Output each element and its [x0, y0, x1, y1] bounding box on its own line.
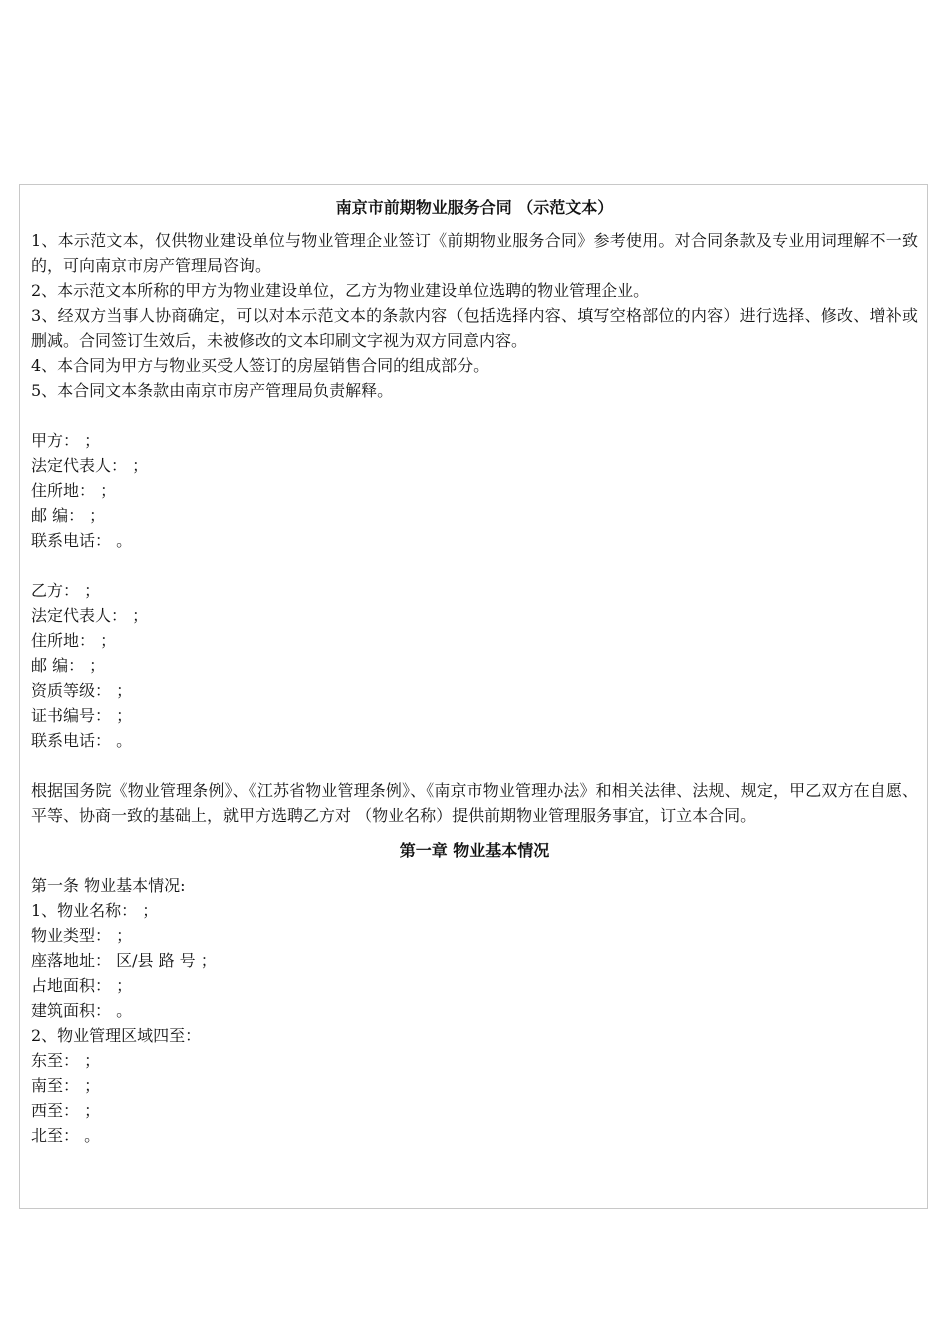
party-b-address: 住所地： ；	[31, 631, 117, 650]
note-1: 1、本示范文本，仅供物业建设单位与物业管理企业签订《前期物业服务合同》参考使用。对合同条款及专业用词理解不一致的，可向南京市房产管理局咨询。	[31, 231, 918, 275]
party-b-name: 乙方： ；	[31, 581, 101, 600]
note-2: 2、本示范文本所称的甲方为物业建设单位，乙方为物业建设单位选聘的物业管理企业。	[31, 281, 650, 300]
party-a-postcode: 邮 编： ；	[31, 506, 106, 525]
preamble: 根据国务院《物业管理条例》、《江苏省物业管理条例》、《南京市物业管理办法》和相关法律、法规、规定，甲乙双方在自愿、平等、协商一致的基础上，就甲方选聘乙方对 （物业名称）提供前期物业管理服务事宜，订立本合同。	[31, 781, 918, 825]
party-a-name: 甲方： ；	[31, 431, 101, 450]
article-1	[31, 873, 918, 1148]
article-1-heading: 第一条 物业基本情况:	[31, 876, 186, 895]
building-area: 建筑面积： 。	[31, 1001, 133, 1020]
property-type: 物业类型： ；	[31, 926, 133, 945]
party-b-legal-rep: 法定代表人： ；	[31, 606, 149, 625]
party-a-address: 住所地： ；	[31, 481, 117, 500]
document-frame	[19, 184, 928, 1209]
party-b-qualification: 资质等级： ；	[31, 681, 133, 700]
party-a-phone: 联系电话： 。	[31, 531, 133, 550]
property-address: 座落地址： 区/县 路 号 ；	[31, 951, 217, 970]
party-b-postcode: 邮 编： ；	[31, 656, 106, 675]
boundary-west: 西至： ；	[31, 1101, 101, 1120]
party-a-legal-rep: 法定代表人： ；	[31, 456, 149, 475]
document-body	[31, 185, 918, 1148]
boundaries-heading: 2、物业管理区域四至：	[31, 1026, 202, 1045]
boundary-south: 南至： ；	[31, 1076, 101, 1095]
boundary-north: 北至： 。	[31, 1126, 101, 1145]
document-title: 南京市前期物业服务合同 （示范文本）	[335, 198, 614, 217]
property-name: 1、物业名称： ；	[31, 901, 159, 920]
party-b-block	[31, 578, 918, 753]
note-4: 4、本合同为甲方与物业买受人签订的房屋销售合同的组成部分。	[31, 356, 490, 375]
land-area: 占地面积： ；	[31, 976, 133, 995]
note-3: 3、经双方当事人协商确定，可以对本示范文本的条款内容（包括选择内容、填写空格部位的内容）进行选择、修改、增补或删减。合同签订生效后，未被修改的文本印刷文字视为双方同意内容。	[31, 306, 918, 350]
chapter-1-title: 第一章 物业基本情况	[399, 841, 550, 860]
party-b-phone: 联系电话： 。	[31, 731, 133, 750]
usage-notes	[31, 228, 918, 403]
note-5: 5、本合同文本条款由南京市房产管理局负责解释。	[31, 381, 394, 400]
boundary-east: 东至： ；	[31, 1051, 101, 1070]
party-a-block	[31, 428, 918, 553]
party-b-certificate: 证书编号： ；	[31, 706, 133, 725]
